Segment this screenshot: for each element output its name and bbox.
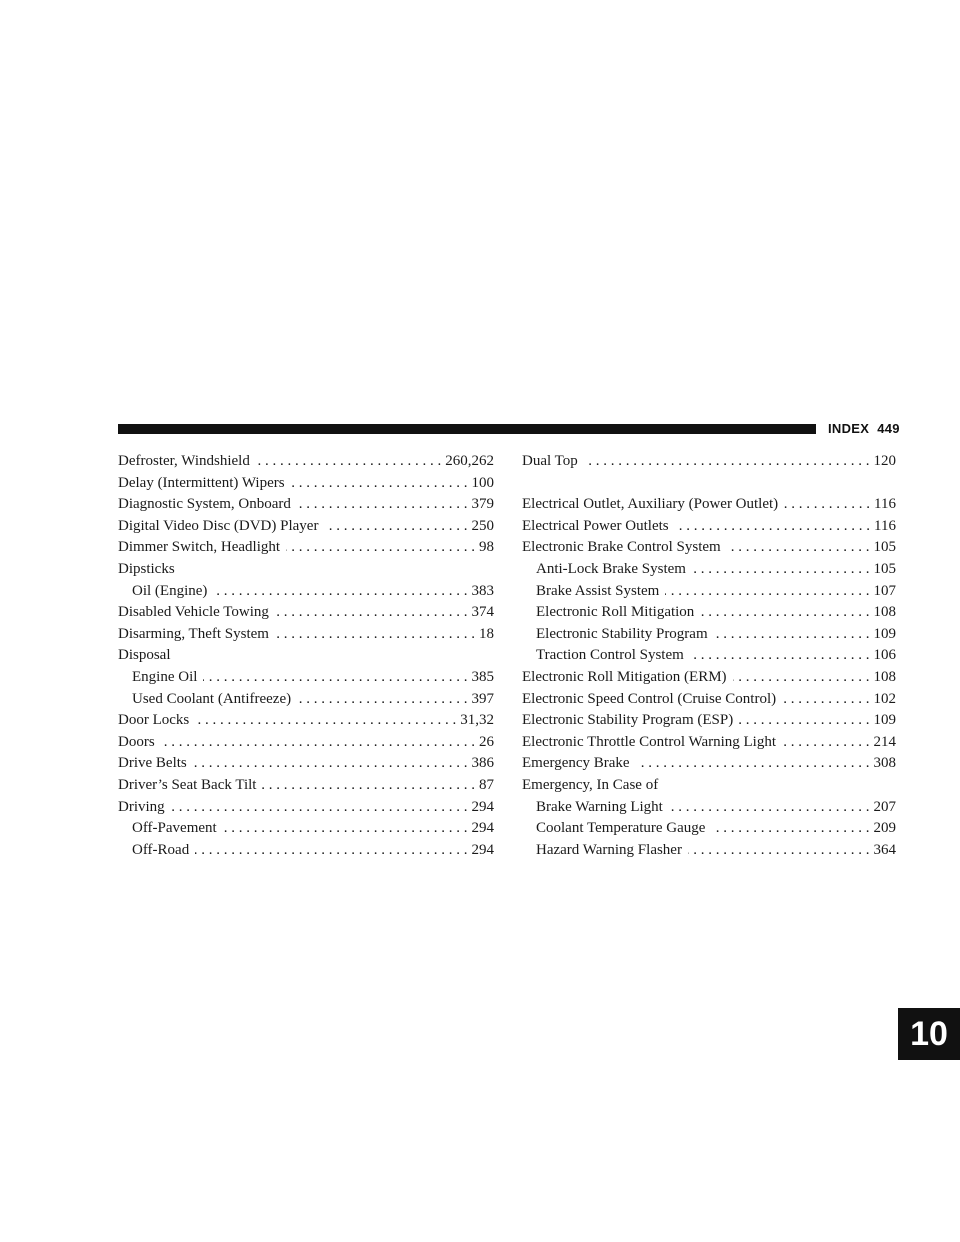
entry-label: Diagnostic System, Onboard	[118, 496, 291, 513]
dot-leader	[669, 797, 870, 819]
index-subentry	[118, 667, 494, 689]
dot-leader	[727, 537, 870, 559]
entry-page: 207	[873, 798, 896, 815]
index-entry	[522, 710, 896, 732]
entry-label: Disarming, Theft System	[118, 625, 269, 642]
entry-label: Electronic Roll Mitigation (ERM)	[522, 668, 727, 685]
index-entry	[522, 516, 896, 538]
header-rule	[118, 424, 816, 434]
dot-leader	[714, 624, 870, 646]
entry-label: Disposal	[118, 647, 171, 664]
index-column-right	[522, 451, 896, 861]
index-subentry	[522, 818, 896, 840]
index-entry	[118, 797, 494, 819]
entry-page: 108	[873, 668, 896, 685]
entry-page: 105	[873, 560, 896, 577]
index-subentry	[522, 559, 896, 581]
entry-page: 250	[471, 517, 494, 534]
entry-label: Off-Pavement	[132, 820, 217, 837]
index-subentry	[118, 689, 494, 711]
entry-page: 294	[471, 798, 494, 815]
dot-leader	[262, 775, 475, 797]
index-subentry	[522, 581, 896, 603]
entry-label: Dimmer Switch, Headlight	[118, 539, 281, 556]
entry-page: 100	[471, 474, 494, 491]
entry-page: 106	[873, 647, 896, 664]
entry-page: 374	[471, 604, 494, 621]
dot-leader	[195, 710, 456, 732]
entry-page: 116	[874, 496, 896, 513]
entry-page: 109	[873, 712, 896, 729]
index-entry	[522, 689, 896, 711]
entry-label: Dipsticks	[118, 560, 175, 577]
entry-label: Dual Top	[522, 453, 578, 469]
index-entry	[118, 732, 494, 754]
dot-leader	[275, 624, 475, 646]
index-entry	[522, 451, 896, 473]
dot-leader	[195, 840, 467, 862]
index-spacer	[522, 473, 896, 495]
page-header	[828, 419, 900, 439]
index-subentry	[522, 840, 896, 862]
entry-page: 294	[471, 841, 494, 858]
dot-leader	[584, 451, 870, 473]
index-entry	[118, 537, 494, 559]
entry-page: 385	[471, 668, 494, 685]
dot-leader	[690, 645, 870, 667]
entry-label: Brake Warning Light	[536, 798, 663, 815]
entry-label: Oil (Engine)	[132, 582, 208, 599]
entry-label: Off-Road	[132, 841, 190, 858]
index-entry	[522, 775, 896, 797]
index-subentry	[522, 797, 896, 819]
index-entry	[118, 559, 494, 581]
entry-page: 116	[874, 517, 896, 534]
entry-page: 383	[471, 582, 494, 599]
dot-leader	[256, 451, 441, 473]
entry-label: Coolant Temperature Gauge	[536, 820, 706, 837]
entry-label: Electronic Roll Mitigation	[536, 604, 695, 621]
dot-leader	[203, 667, 467, 689]
dot-leader	[733, 667, 870, 689]
dot-leader	[636, 753, 870, 775]
entry-page: 31,32	[460, 712, 494, 729]
dot-leader	[291, 473, 468, 495]
index-entry	[118, 775, 494, 797]
entry-page: 294	[471, 820, 494, 837]
entry-label: Brake Assist System	[536, 582, 660, 599]
index-subentry	[522, 645, 896, 667]
entry-label: Engine Oil	[132, 668, 198, 685]
entry-page: 109	[873, 625, 896, 642]
dot-leader	[739, 710, 869, 732]
entry-label: Disabled Vehicle Towing	[118, 604, 269, 621]
entry-label: Driver’s Seat Back Tilt	[118, 776, 257, 793]
dot-leader	[297, 689, 467, 711]
index-entry	[118, 645, 494, 667]
dot-leader	[782, 732, 869, 754]
entry-page: 386	[471, 755, 494, 772]
entry-page: 18	[479, 625, 494, 642]
index-entry	[522, 537, 896, 559]
entry-page: 98	[479, 539, 494, 556]
entry-label: Drive Belts	[118, 755, 187, 772]
dot-leader	[161, 732, 475, 754]
dot-leader	[286, 537, 475, 559]
entry-page: 308	[873, 755, 896, 772]
entry-page: 260,262	[445, 453, 494, 469]
dot-leader	[171, 797, 468, 819]
index-subentry	[522, 624, 896, 646]
chapter-tab: 10	[898, 1008, 960, 1060]
dot-leader	[665, 581, 869, 603]
entry-page: 214	[873, 733, 896, 750]
entry-page: 379	[471, 496, 494, 513]
entry-label: Electrical Outlet, Auxiliary (Power Outlet)	[522, 496, 779, 513]
index-entry	[118, 494, 494, 516]
entry-label: Electronic Throttle Control Warning Light	[522, 733, 777, 750]
entry-label: Emergency, In Case of	[522, 776, 659, 793]
entry-label: Delay (Intermittent) Wipers	[118, 474, 285, 491]
entry-label: Emergency Brake	[522, 755, 630, 772]
entry-page: 102	[873, 690, 896, 707]
entry-label: Doors	[118, 733, 155, 750]
dot-leader	[675, 516, 870, 538]
entry-label: Electronic Stability Program (ESP)	[522, 712, 734, 729]
entry-label: Digital Video Disc (DVD) Player	[118, 517, 319, 534]
entry-label: Electronic Brake Control System	[522, 539, 721, 556]
dot-leader	[692, 559, 870, 581]
dot-leader	[275, 602, 468, 624]
dot-leader	[297, 494, 468, 516]
entry-label: Electrical Power Outlets	[522, 517, 669, 534]
dot-leader	[688, 840, 870, 862]
entry-page: 108	[873, 604, 896, 621]
entry-page: 397	[471, 690, 494, 707]
dot-leader	[324, 516, 467, 538]
entry-page: 209	[873, 820, 896, 837]
index-entry	[118, 624, 494, 646]
entry-page: 107	[873, 582, 896, 599]
entry-label: Traction Control System	[536, 647, 684, 664]
dot-leader	[193, 753, 468, 775]
index-column-left	[118, 451, 494, 861]
index-entry	[522, 732, 896, 754]
entry-page: 120	[873, 453, 896, 469]
index-entry	[522, 667, 896, 689]
index-entry	[118, 516, 494, 538]
page-number: 449	[877, 421, 900, 436]
entry-page: 26	[479, 733, 494, 750]
entry-label: Door Locks	[118, 712, 190, 729]
index-subentry	[118, 581, 494, 603]
entry-label: Used Coolant (Antifreeze)	[132, 690, 292, 707]
dot-leader	[782, 689, 869, 711]
entry-label: Driving	[118, 798, 165, 815]
entry-label: Electronic Speed Control (Cruise Control)	[522, 690, 777, 707]
dot-leader	[784, 494, 870, 516]
entry-label: Defroster, Windshield	[118, 453, 250, 469]
entry-page: 105	[873, 539, 896, 556]
section-title: INDEX	[828, 421, 870, 436]
dot-leader	[213, 581, 467, 603]
index-entry	[118, 710, 494, 732]
index-entry	[522, 753, 896, 775]
index-subentry	[118, 840, 494, 862]
index-entry	[118, 753, 494, 775]
dot-leader	[223, 818, 468, 840]
index-entry	[522, 494, 896, 516]
entry-page: 87	[479, 776, 494, 793]
dot-leader	[700, 602, 869, 624]
entry-label: Anti-Lock Brake System	[536, 560, 686, 577]
index-entry	[118, 451, 494, 473]
index-entry	[118, 602, 494, 624]
index-subentry	[118, 818, 494, 840]
index-entry	[118, 473, 494, 495]
index-subentry	[522, 602, 896, 624]
entry-label: Electronic Stability Program	[536, 625, 708, 642]
entry-page: 364	[873, 841, 896, 858]
dot-leader	[711, 818, 869, 840]
entry-label: Hazard Warning Flasher	[536, 841, 682, 858]
